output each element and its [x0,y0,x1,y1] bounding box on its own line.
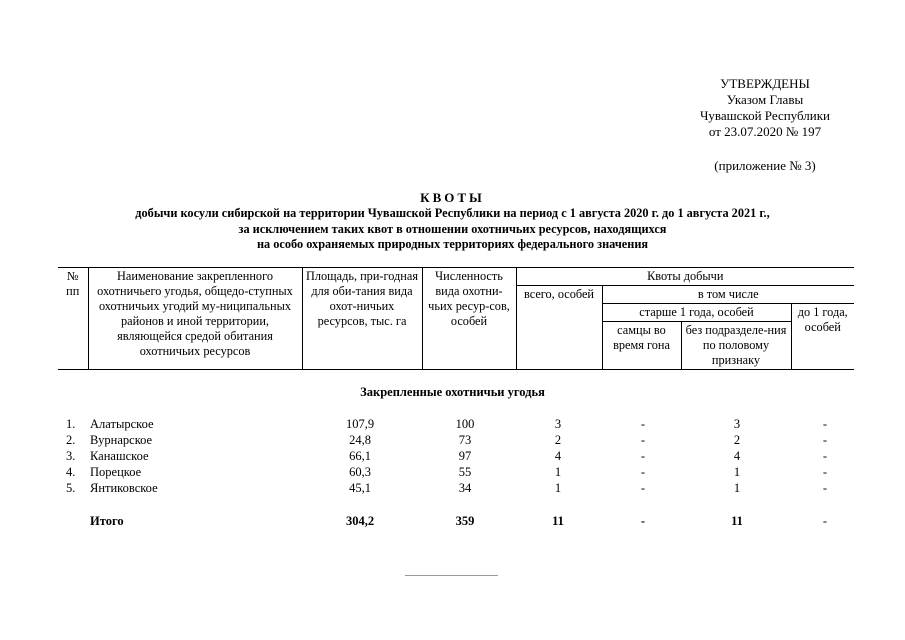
row-no-sex: 1 [733,465,741,479]
document-subtitle [60,206,845,253]
row-num: 1. [66,417,76,431]
row-no-sex: 4 [733,449,741,463]
annex-label: (приложение № 3) [714,158,816,173]
section-title: Закрепленные охотничьи угодья [360,385,545,399]
row-total: 4 [554,449,562,463]
header-num: № пп [58,268,88,370]
totals-area: 304,2 [345,514,375,528]
header-no-sex: без подразделе-ния по половому признаку [681,322,791,370]
row-population: 55 [458,465,472,479]
header-males: самцы во время гона [602,322,681,370]
row-no-sex: 3 [733,417,741,431]
totals-total: 11 [552,514,564,528]
header-population: Численность вида охотни-чьих ресур-сов, особей [422,268,516,370]
row-area: 24,8 [349,433,371,447]
row-num: 4. [66,465,76,479]
row-area: 107,9 [345,417,375,431]
row-males: - [640,481,646,495]
row-population: 100 [455,417,475,431]
row-num: 5. [66,481,76,495]
row-males: - [640,417,646,431]
row-name: Вурнарское [90,433,153,447]
document-title: КВОТЫ [420,190,485,205]
row-young: - [822,433,828,447]
header-total: всего, особей [516,286,602,370]
row-young: - [822,465,828,479]
totals-no-sex: 11 [731,514,743,528]
row-name: Канашское [90,449,149,463]
approval-block [690,76,840,140]
approval-line: от 23.07.2020 № 197 [708,124,822,139]
row-young: - [822,481,828,495]
header-quotas: Квоты добычи [516,268,854,286]
totals-label: Итого [90,514,124,528]
row-population: 73 [458,433,472,447]
header-including: в том числе [602,286,854,304]
footer-divider [405,575,498,576]
row-num: 2. [66,433,76,447]
row-total: 2 [554,433,562,447]
row-males: - [640,465,646,479]
approval-line: УТВЕРЖДЕНЫ [720,76,810,91]
subtitle-line: на особо охраняемых природных территориях федерального значения [256,237,649,251]
row-name: Алатырское [90,417,154,431]
row-total: 1 [554,465,562,479]
row-no-sex: 2 [733,433,741,447]
quota-table-header [58,267,854,370]
header-area: Площадь, при-годная для оби-тания вида охот-ничьих ресурсов, тыс. га [302,268,422,370]
row-males: - [640,433,646,447]
header-young: до 1 года, особей [791,304,854,370]
approval-line: Чувашской Республики [699,108,831,123]
row-area: 45,1 [349,481,371,495]
totals-young: - [822,514,828,528]
row-name: Янтиковское [90,481,158,495]
row-name: Порецкое [90,465,142,479]
row-males: - [640,449,646,463]
row-no-sex: 1 [733,481,741,495]
row-population: 34 [458,481,472,495]
approval-line: Указом Главы [726,92,804,107]
header-older: старше 1 года, особей [602,304,791,322]
row-population: 97 [458,449,472,463]
row-total: 1 [554,481,562,495]
subtitle-line: за исключением таких квот в отношении охотничьих ресурсов, находящихся [238,221,667,236]
subtitle-line: добычи косули сибирской на территории Чувашской Республики на период с 1 августа 2020 г. до 1 августа 2021 г., [135,206,770,220]
totals-population: 359 [455,514,475,528]
row-total: 3 [554,417,562,431]
row-young: - [822,417,828,431]
row-num: 3. [66,449,76,463]
row-area: 60,3 [349,465,371,479]
row-young: - [822,449,828,463]
row-area: 66,1 [349,449,371,463]
totals-males: - [640,514,646,528]
header-name: Наименование закрепленного охотничьего угодья, общедо-ступных охотничьих угодий му-ниципальных районов и иной территории, являющейся средой обитания охотничьих ресурсов [88,268,302,370]
